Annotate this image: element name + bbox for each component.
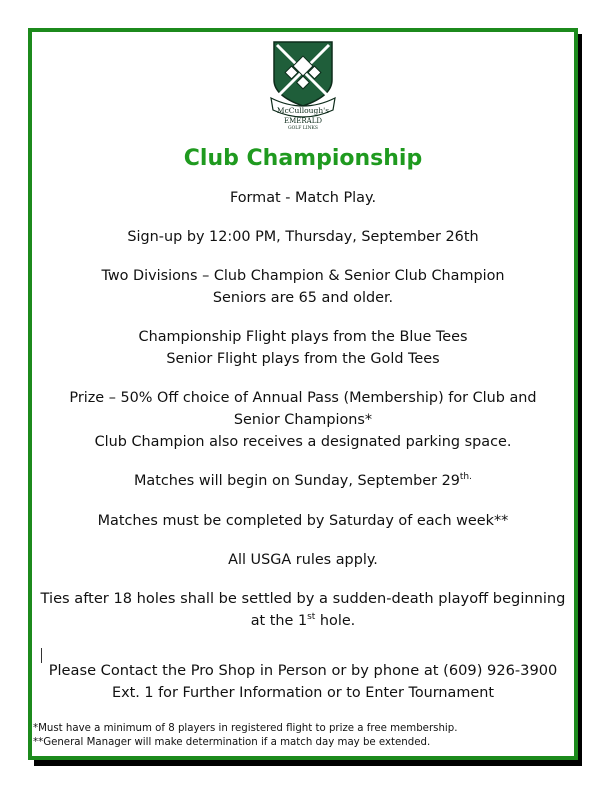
contact-line-1: Please Contact the Pro Shop in Person or by phone at (609) 926-3900 — [48, 662, 558, 679]
format-line: Format - Match Play. — [229, 190, 377, 206]
matches-begin-text: Matches will begin on Sunday, September 29 — [133, 473, 460, 489]
club-logo — [269, 40, 337, 130]
footnote-1: *Must have a minimum of 8 players in registered flight to prize a free membership. — [33, 723, 458, 734]
ties-text-a: at the 1 — [250, 613, 308, 629]
logo-golf-links-text: GOLF LINKS — [288, 126, 318, 130]
footnote-2: **General Manager will make determination if a match day may be extended. — [33, 737, 431, 748]
senior-flight-line: Senior Flight plays from the Gold Tees — [166, 351, 440, 367]
prize-line-1: Prize – 50% Off choice of Annual Pass (Membership) for Club and — [69, 390, 537, 406]
contact-line-2: Ext. 1 for Further Information or to Enter Tournament — [111, 685, 495, 701]
ties-text-b: hole. — [315, 613, 356, 629]
page-title: Club Championship — [183, 146, 423, 171]
matches-begin-line — [32, 470, 574, 492]
prize-line-2: Senior Champions* — [233, 412, 373, 428]
parking-line: Club Champion also receives a designated parking space. — [94, 434, 512, 450]
championship-flight-line: Championship Flight plays from the Blue Tees — [138, 329, 468, 345]
logo-name-text: McCullough's — [276, 106, 330, 115]
seniors-line: Seniors are 65 and older. — [212, 290, 394, 306]
signup-line: Sign-up by 12:00 PM, Thursday, September 26th — [127, 229, 479, 245]
flyer-frame — [28, 28, 578, 760]
ties-line-1: Ties after 18 holes shall be settled by a sudden-death playoff beginning — [40, 590, 566, 607]
ties-line-2 — [32, 610, 574, 632]
matches-complete-line: Matches must be completed by Saturday of each week** — [97, 513, 509, 529]
usga-line: All USGA rules apply. — [228, 552, 378, 568]
matches-begin-sup: th. — [459, 472, 472, 483]
logo-emerald-text: EMERALD — [284, 117, 322, 125]
ties-sup: st — [307, 612, 316, 623]
divisions-line: Two Divisions – Club Champion & Senior Club Champion — [101, 268, 505, 284]
